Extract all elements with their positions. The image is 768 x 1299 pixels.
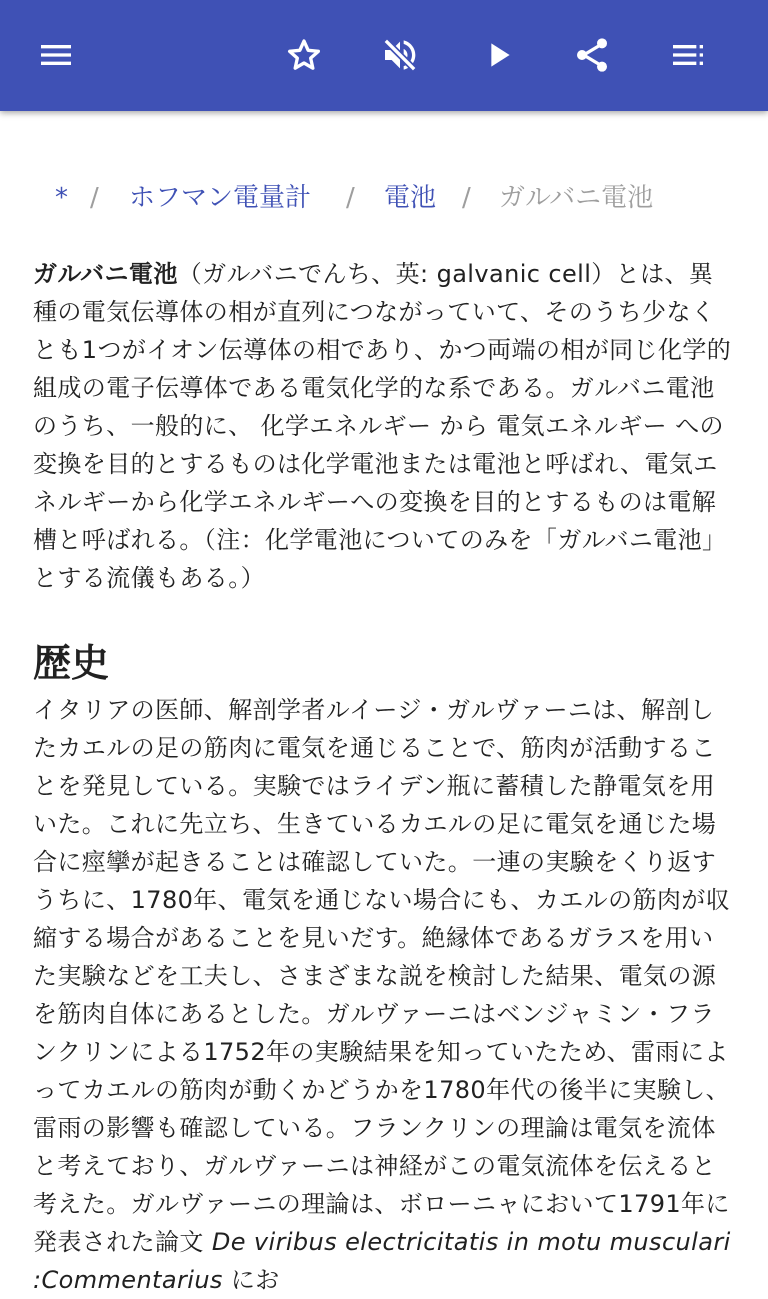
history-text: イタリアの医師、解剖学者ルイージ・ガルヴァーニは、解剖したカエルの足の筋肉に電気を通じることで、筋肉が活動することを発見している。実験ではライデン瓶に蓄積した静電気を用いた。これに先立ち、生きているカエルの足に電気を通じた場合に痙攣が起きることは確認していた。一連の実験をくり返すうちに、1780年、電気を通じない場合にも、カエルの筋肉が収縮する場合があることを見いだす。絶縁体であるガラスを用いた実験などを工夫し、さまざまな説を検討した結果、電気の源を筋肉自体にあるとした。ガルヴァーニはベンジャミン・フランクリンによる1752年の実験結果を知っていたため、雷雨によってカエルの筋肉が動くかどうかを1780年代の後半に実験し、雷雨の影響も確認している。フランクリンの理論は電気を流体と考えており、ガルヴァーニは神経がこの電気流体を伝えると考えた。ガルヴァーニの理論は、ボローニャにおいて1791年に発表された論文 — [33, 696, 731, 1256]
playlist-icon — [668, 35, 708, 75]
breadcrumb-separator: / — [346, 183, 355, 213]
star-outline-icon — [284, 35, 324, 75]
article-content — [33, 255, 735, 1299]
breadcrumb-separator: / — [90, 183, 99, 213]
menu-button[interactable] — [28, 27, 84, 83]
history-tail: にお — [222, 1266, 280, 1294]
mute-button[interactable] — [372, 27, 428, 83]
breadcrumb-item-hoffman-voltameter[interactable]: ホフマン電量計 — [129, 183, 312, 213]
breadcrumb-item-root[interactable]: * — [55, 183, 68, 213]
contents-button[interactable] — [660, 27, 716, 83]
volume-off-icon — [380, 35, 420, 75]
intro-text: （ガルバニでんち、英: galvanic cell）とは、異種の電気伝導体の相が直列につながっていて、そのうち少なくとも1つがイオン伝導体の相であり、かつ両端の相が同じ化学的組成の電子伝導体である電気化学的な系である。ガルバニ電池のうち、一般的に、 化学エネルギー から 電気エネルギー への変換を目的とするものは化学電池または電池と呼ばれ、電気エネルギーから化学エネルギーへの変換を目的とするものは電解槽と呼ばれる。（注：化学電池についてのみを「ガルバニ電池」とする流儀もある。） — [33, 260, 732, 592]
menu-icon — [36, 35, 76, 75]
section-heading-history: 歴史 — [33, 641, 110, 685]
app-bar — [0, 0, 768, 111]
share-icon — [572, 35, 612, 75]
breadcrumb-current: ガルバニ電池 — [499, 183, 654, 213]
play-icon — [478, 35, 518, 75]
share-button[interactable] — [564, 27, 620, 83]
breadcrumb — [0, 176, 768, 220]
favorite-button[interactable] — [276, 27, 332, 83]
intro-paragraph — [33, 255, 735, 597]
breadcrumb-item-battery[interactable]: 電池 — [384, 183, 437, 213]
breadcrumb-separator: / — [462, 183, 471, 213]
history-paragraph — [33, 691, 735, 1299]
intro-term: ガルバニ電池 — [33, 260, 178, 288]
paper-title: De viribus electricitatis in motu musculari :Commentarius — [33, 1228, 731, 1294]
play-button[interactable] — [470, 27, 526, 83]
